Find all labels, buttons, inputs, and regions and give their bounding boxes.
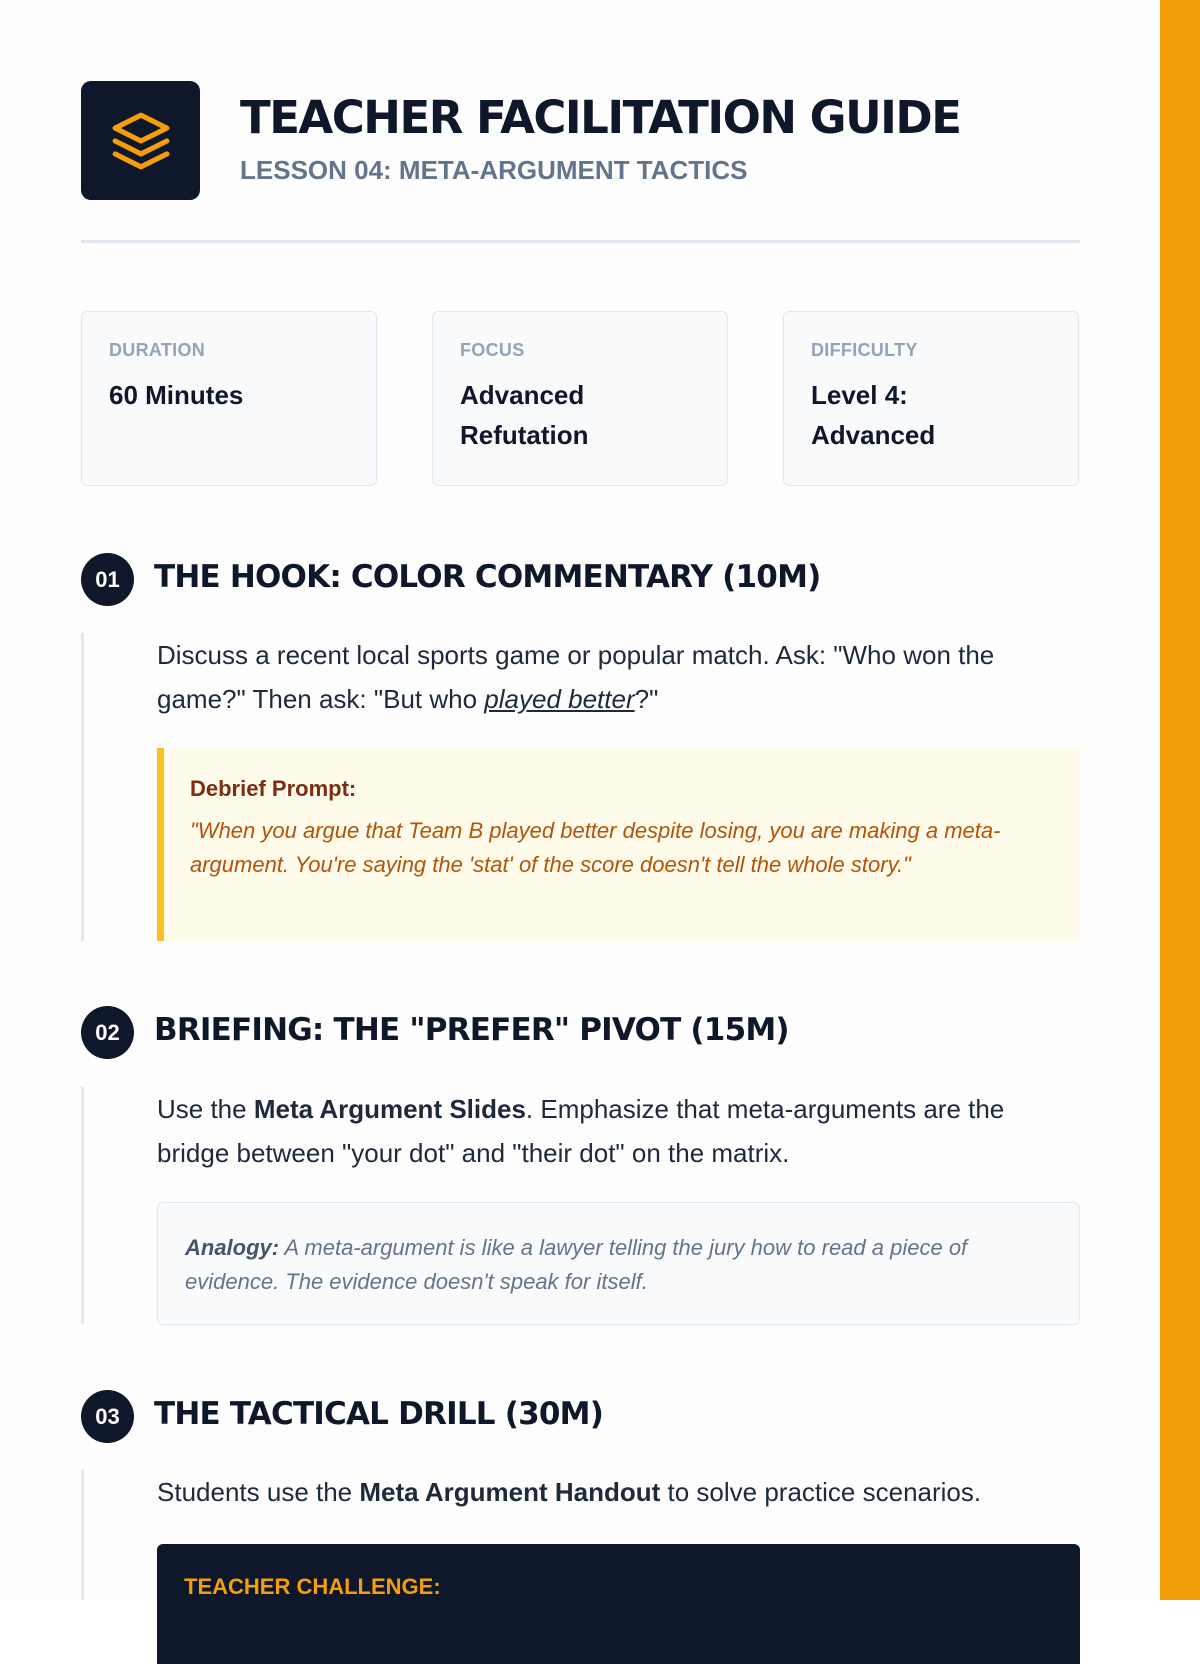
section-briefing-body xyxy=(81,1087,1080,1324)
section-paragraph: Discuss a recent local sports game or popular match. Ask: "Who won the game?" Then ask: "But who played better?" xyxy=(157,640,995,714)
teacher-challenge-box xyxy=(157,1544,1080,1664)
section-title: BRIEFING: THE "PREFER" PIVOT (15M) xyxy=(154,1012,789,1048)
header xyxy=(81,81,1080,244)
accent-stripe xyxy=(1160,0,1200,1600)
header-divider xyxy=(81,240,1080,243)
emphasis-text: played better xyxy=(484,684,635,714)
analogy-label: Analogy: xyxy=(185,1235,280,1260)
section-title: THE TACTICAL DRILL (30M) xyxy=(154,1396,604,1432)
section-hook-header xyxy=(81,553,1080,607)
focus-label: FOCUS xyxy=(460,340,525,360)
debrief-label: Debrief Prompt: xyxy=(190,776,357,801)
duration-label: DURATION xyxy=(109,340,206,360)
analogy-text: A meta-argument is like a lawyer telling the jury how to read a piece of evidence. The evidence doesn't speak for itself. xyxy=(185,1235,968,1294)
section-hook-body xyxy=(81,633,1080,941)
section-drill-header xyxy=(81,1390,1080,1444)
analogy-callout xyxy=(157,1202,1080,1325)
duration-card xyxy=(81,311,377,486)
debrief-text: "When you argue that Team B played better despite losing, you are making a meta-argument. You're saying the 'stat' of the score doesn't tell the whole story." xyxy=(190,818,1001,877)
difficulty-label: DIFFICULTY xyxy=(811,340,918,360)
section-paragraph: Students use the Meta Argument Handout to solve practice scenarios. xyxy=(157,1477,982,1507)
section-title: THE HOOK: COLOR COMMENTARY (10M) xyxy=(154,559,821,595)
duration-value: 60 Minutes xyxy=(109,380,244,410)
section-paragraph: Use the Meta Argument Slides. Emphasize that meta-arguments are the bridge between "your dot" and "their dot" on the matrix. xyxy=(157,1094,1005,1168)
debrief-prompt-callout xyxy=(157,748,1080,941)
section-number-badge: 01 xyxy=(81,553,134,606)
logo xyxy=(81,81,200,200)
teacher-challenge-label: TEACHER CHALLENGE: xyxy=(184,1574,441,1599)
difficulty-value: Level 4: Advanced xyxy=(811,380,936,450)
layers-icon xyxy=(110,110,172,172)
handout-reference: Meta Argument Handout xyxy=(359,1477,661,1507)
difficulty-card xyxy=(783,311,1079,486)
section-number-badge: 02 xyxy=(81,1006,134,1059)
section-briefing-header xyxy=(81,1006,1080,1060)
section-number-badge: 03 xyxy=(81,1390,134,1443)
focus-card xyxy=(432,311,728,486)
page-subtitle: LESSON 04: META-ARGUMENT TACTICS xyxy=(240,155,748,185)
page-title: TEACHER FACILITATION GUIDE xyxy=(240,91,961,144)
section-drill-body xyxy=(81,1470,1080,1600)
slides-reference: Meta Argument Slides xyxy=(253,1094,526,1124)
focus-value: Advanced Refutation xyxy=(460,380,589,450)
